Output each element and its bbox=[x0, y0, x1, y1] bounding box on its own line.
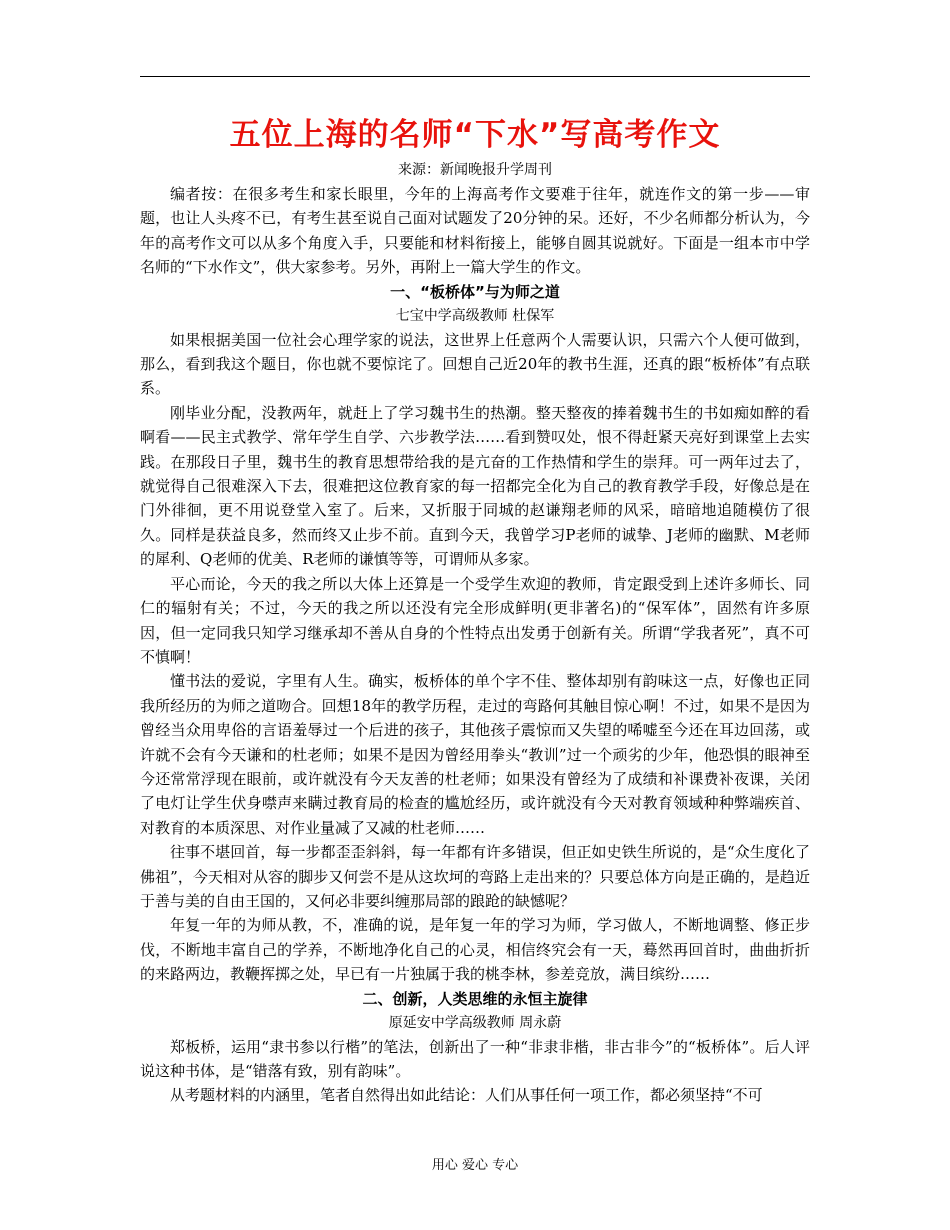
paragraph: 从考题材料的内涵里，笔者自然得出如此结论：人们从事任何一项工作，都必须坚持“不可 bbox=[170, 1086, 763, 1105]
document-page bbox=[140, 0, 810, 1230]
section-2-body bbox=[140, 1035, 810, 1108]
paragraph: 往事不堪回首，每一步都歪歪斜斜，每一年都有许多错误，但正如史铁生所说的，是“众生度化了佛祖”，今天相对从容的脚步又何尝不是从这坎坷的弯路上走出来的？只要总体方向是正确的，是趋近于善与美的自由王国的，又何必非要纠缠那局部的踉跄的缺憾呢？ bbox=[140, 843, 810, 910]
header-rule bbox=[140, 76, 810, 77]
section-2-author: 原延安中学高级教师 周永蔚 bbox=[388, 1014, 562, 1031]
paragraph: 刚毕业分配，没教两年，就赶上了学习魏书生的热潮。整天整夜的捧着魏书生的书如痴如醉的看啊看——民主式教学、常年学生自学、六步教学法……看到赞叹处，恨不得赶紧天亮好到课堂上去实践。在那段日子里，魏书生的教育思想带给我的是亢奋的工作热情和学生的崇拜。可一两年过去了，就觉得自己很难深入下去，很难把这位教育家的每一招都完全化为自己的教育教学手段，好像总是在门外徘徊，更不用说登堂入室了。后来，又折服于同城的赵谦翔老师的风采，暗暗地追随模仿了很久。同样是获益良多，然而终又止步不前。直到今天，我曾学习P老师的诚挚、J老师的幽默、M老师的犀利、Q老师的优美、R老师的谦慎等等，可谓师从多家。 bbox=[140, 403, 810, 569]
editor-note: 编者按：在很多考生和家长眼里，今年的上海高考作文要难于往年，就连作文的第一步——审题，也让人头疼不已，有考生甚至说自己面对试题发了20分钟的呆。还好，不少名师都分析认为，今年的高考作文可以从多个角度入手，只要能和材料衔接上，能够自圆其说就好。下面是一组本市中学名师的“下水作文”，供大家参考。另外，再附上一篇大学生的作文。 bbox=[140, 185, 810, 277]
section-1-body bbox=[140, 328, 810, 987]
paragraph: 平心而论，今天的我之所以大体上还算是一个受学生欢迎的教师，肯定跟受到上述许多师长、同仁的辐射有关；不过，今天的我之所以还没有完全形成鲜明(更非著名)的“保军体”，固然有许多原因，但一定同我只知学习继承却不善从自身的个性特点出发勇于创新有关。所谓“学我者死”，真不可不慎啊！ bbox=[140, 574, 810, 666]
editor-note-block bbox=[140, 182, 810, 280]
section-1-heading: 一、“板桥体”与为师之道 bbox=[390, 282, 560, 301]
paragraph: 郑板桥，运用“隶书参以行楷”的笔法，创新出了一种“非隶非楷，非古非今”的“板桥体”。后人评说这种书体，是“错落有致，别有韵味”。 bbox=[140, 1037, 810, 1080]
paragraph: 如果根据美国一位社会心理学家的说法，这世界上任意两个人需要认识，只需六个人便可做到，那么，看到我这个题目，你也就不要惊诧了。回想自己近20年的教书生涯，还真的跟“板桥体”有点联系。 bbox=[140, 330, 810, 398]
page-footer: 用心 爱心 专心 bbox=[431, 1158, 519, 1173]
section-1-author: 七宝中学高级教师 杜保军 bbox=[395, 307, 555, 324]
document-content bbox=[140, 112, 810, 1108]
paragraph: 懂书法的爱说，字里有人生。确实，板桥体的单个字不佳、整体却别有韵味这一点，好像也正同我所经历的为师之道吻合。回想18年的教学历程，走过的弯路何其触目惊心啊！不过，如果不是因为曾经当众用卑俗的言语羞辱过一个后进的孩子，其他孩子震惊而又失望的唏嘘至今还在耳边回荡，或许就不会有今天谦和的杜老师；如果不是因为曾经用拳头“教训”过一个顽劣的少年，他恐惧的眼神至今还常常浮现在眼前，或许就没有今天友善的杜老师；如果没有曾经为了成绩和补课费补夜课，关闭了电灯让学生伏身噤声来瞒过教育局的检查的尴尬经历，或许就没有今天对教育领域种种弊端疾首、对教育的本质深思、对作业量减了又减的杜老师…… bbox=[140, 672, 810, 837]
paragraph: 年复一年的为师从教，不，准确的说，是年复一年的学习为师，学习做人，不断地调整、修正步伐，不断地丰富自己的学养，不断地净化自己的心灵，相信终究会有一天，蓦然再回首时，曲曲折折的来路两边，教鞭挥掷之处，早已有一片独属于我的桃李林，参差竞放，满目缤纷…… bbox=[140, 916, 810, 984]
document-title: 五位上海的名师“下水”写高考作文 bbox=[229, 117, 721, 153]
section-2-heading: 二、创新，人类思维的永恒主旋律 bbox=[362, 989, 588, 1008]
source-line: 来源：新闻晚报升学周刊 bbox=[398, 162, 552, 178]
